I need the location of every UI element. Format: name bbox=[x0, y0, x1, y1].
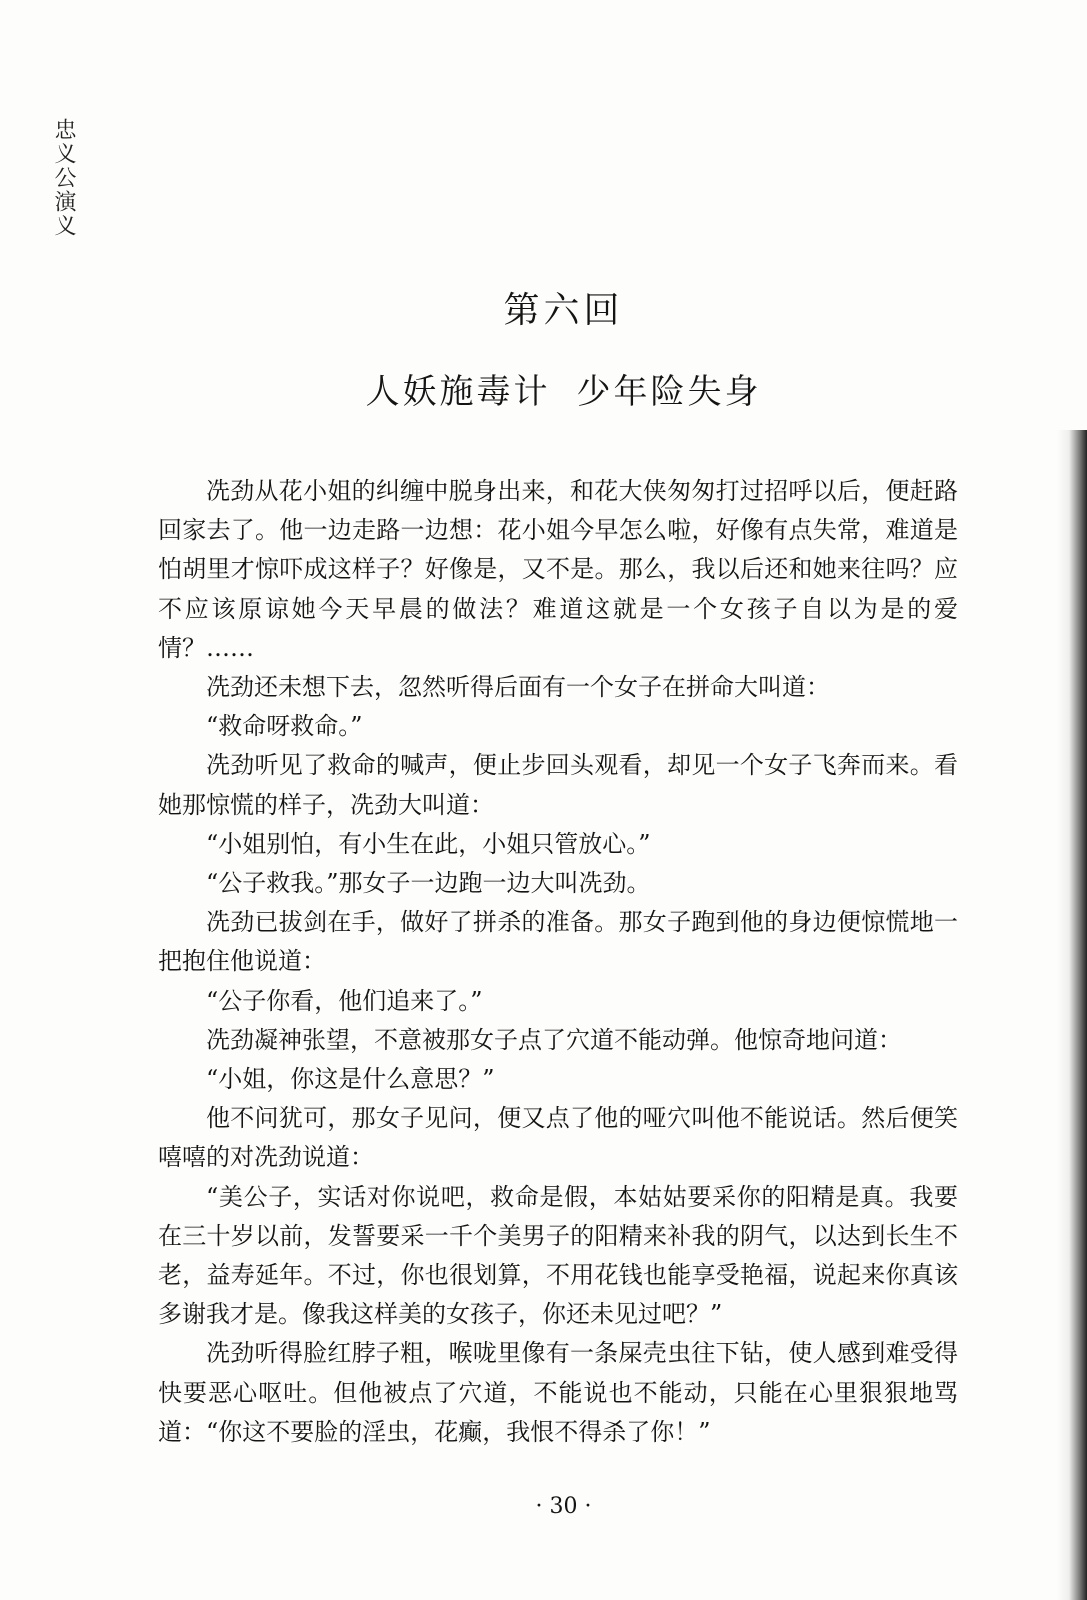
paragraph: 冼劲凝神张望，不意被那女子点了穴道不能动弹。他惊奇地问道： bbox=[206, 1025, 902, 1054]
paragraph: “小姐，你这是什么意思？” bbox=[206, 1065, 495, 1094]
running-head: 忠义公演义 bbox=[51, 118, 76, 238]
chapter-title-part2: 少年险失身 bbox=[576, 372, 762, 412]
body-text bbox=[158, 472, 958, 1452]
paragraph: 他不问犹可，那女子见问，便又点了他的哑穴叫他不能说话。然后便笑嘻嘻的对冼劲说道： bbox=[158, 1104, 958, 1172]
paragraph: “美公子，实话对你说吧，救命是假，本姑姑要采你的阳精是真。我要在三十岁以前，发誓要采一千个美男子的阳精来补我的阴气，以达到长生不老，益寿延年。不过，你也很划算，不用花钱也能享受艳福，说起来你真该多谢我才是。像我这样美的女孩子，你还未见过吧？” bbox=[158, 1182, 958, 1329]
chapter-title-part1: 人妖施毒计 bbox=[365, 372, 551, 412]
chapter-title bbox=[0, 364, 1087, 413]
paragraph: 冼劲还未想下去，忽然听得后面有一个女子在拼命大叫道： bbox=[206, 673, 830, 702]
chapter-number: 第六回 bbox=[503, 290, 624, 331]
paragraph: “救命呀救命。” bbox=[206, 712, 363, 741]
scanned-page-edge bbox=[1057, 430, 1087, 1600]
paragraph: 冼劲已拔剑在手，做好了拼杀的准备。那女子跑到他的身边便惊慌地一把抱住他说道： bbox=[158, 908, 958, 976]
paragraph: 冼劲听得脸红脖子粗，喉咙里像有一条屎壳虫往下钻，使人感到难受得快要恶心呕吐。但他被点了穴道，不能说也不能动，只能在心里狠狠地骂道：“你这不要脸的淫虫，花癫，我恨不得杀了你！” bbox=[158, 1339, 958, 1446]
page-number: · 30 · bbox=[535, 1494, 592, 1519]
paragraph: “小姐别怕，有小生在此，小姐只管放心。” bbox=[206, 829, 651, 858]
paragraph: 冼劲听见了救命的喊声，便止步回头观看，却见一个女子飞奔而来。看她那惊慌的样子，冼劲大叫道： bbox=[158, 751, 958, 819]
paragraph: “公子你看，他们追来了。” bbox=[206, 986, 483, 1015]
paragraph: 冼劲从花小姐的纠缠中脱身出来，和花大侠匆匆打过招呼以后，便赶路回家去了。他一边走路一边想：花小姐今早怎么啦，好像有点失常，难道是怕胡里才惊吓成这样子？好像是，又不是。那么，我以后还和她来往吗？应不应该原谅她今天早晨的做法？难道这就是一个女孩子自以为是的爱情？…… bbox=[158, 477, 958, 662]
paragraph: “公子救我。”那女子一边跑一边大叫冼劲。 bbox=[206, 869, 651, 898]
